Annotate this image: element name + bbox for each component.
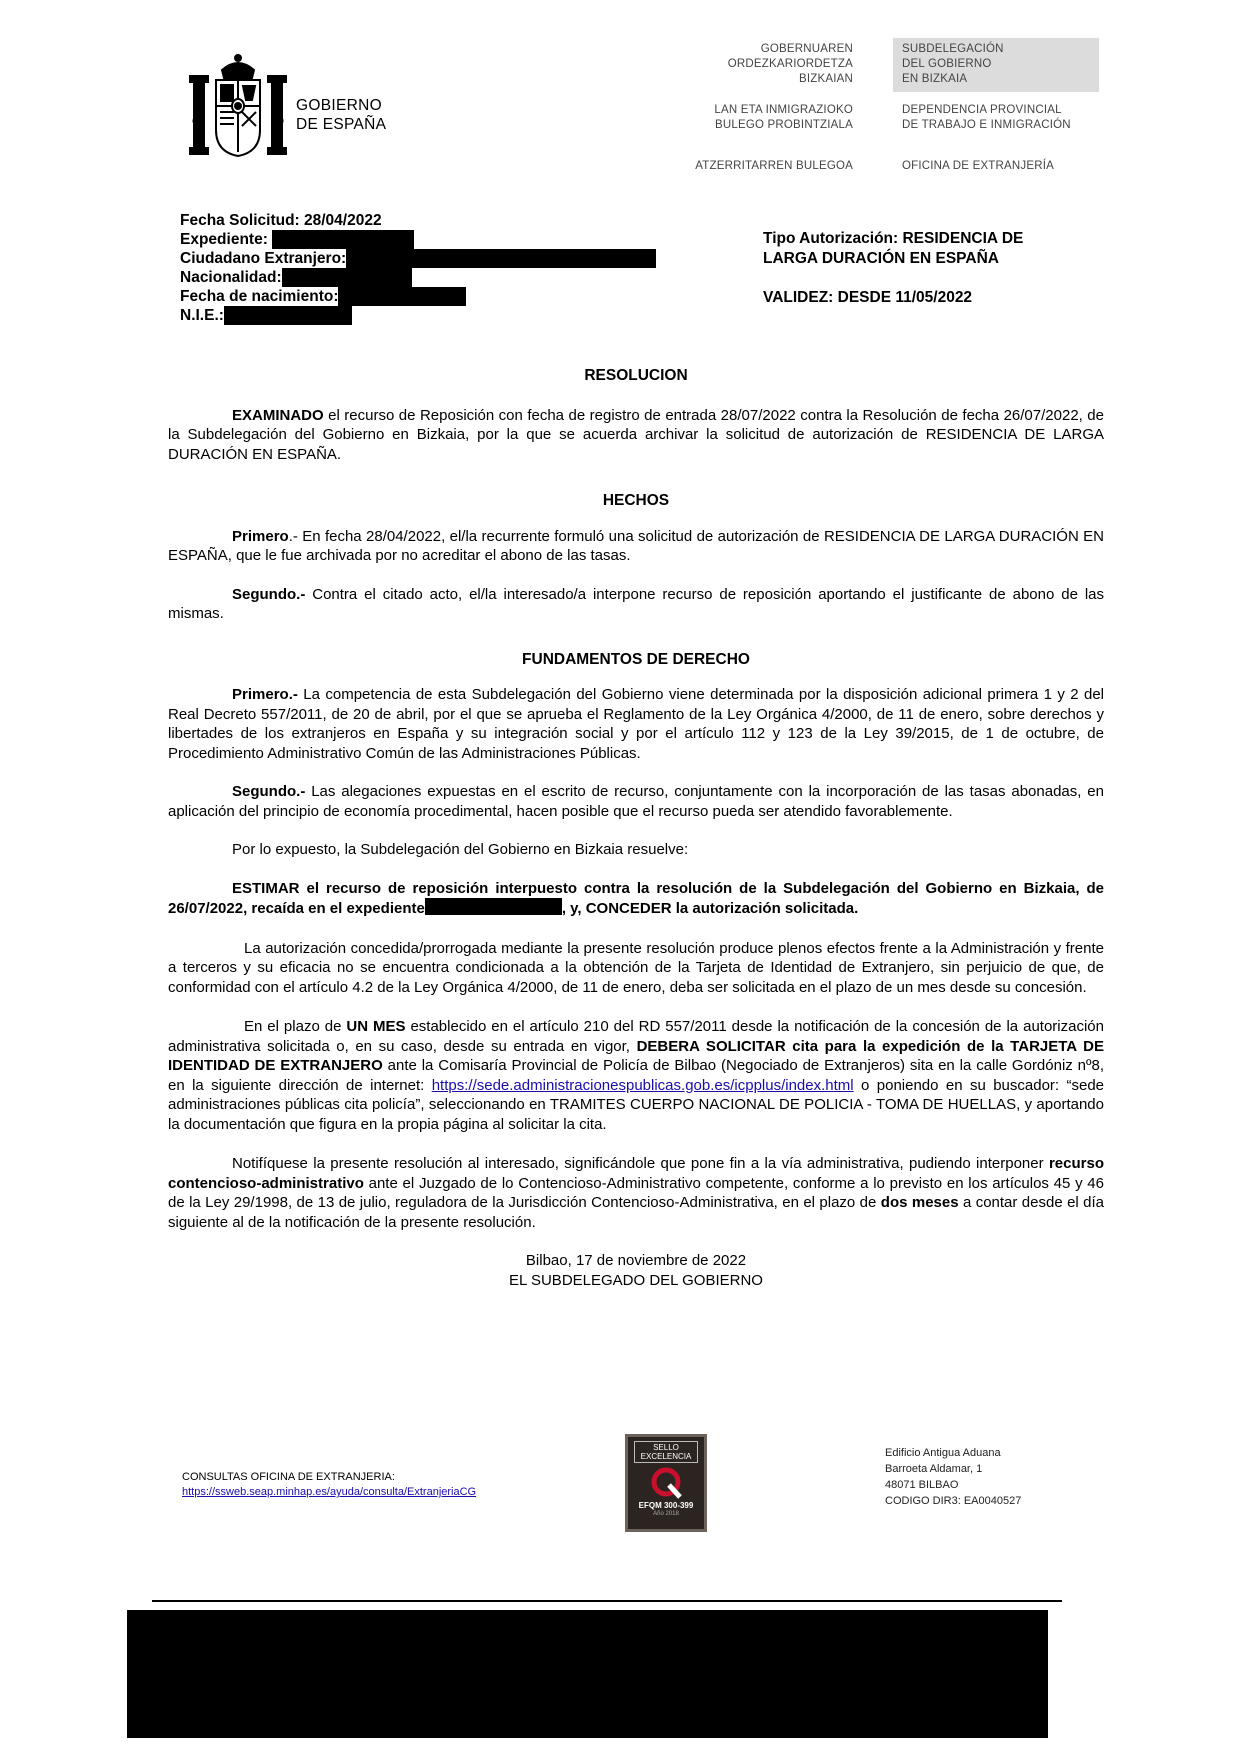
redaction-bar	[272, 230, 414, 249]
redaction-bar	[425, 898, 562, 915]
firmante: EL SUBDELEGADO DEL GOBIERNO	[509, 1271, 763, 1289]
dept-basque: LAN ETA INMIGRAZIOKO BULEGO PROBINTZIALA	[714, 104, 853, 131]
expediente-row: Expediente:	[180, 230, 656, 249]
fecha-firma: Bilbao, 17 de noviembre de 2022	[525, 1252, 747, 1269]
nacionalidad-row: Nacionalidad:	[180, 268, 656, 287]
solicitud-meta	[180, 211, 656, 325]
hechos-heading: HECHOS	[602, 492, 670, 509]
consultas-block	[182, 1470, 476, 1500]
office-basque: ATZERRITARREN BULEGOA	[695, 160, 853, 172]
fundamentos-primero: Primero.- La competencia de esta Subdelegación del Gobierno viene determinada por la disposición adicional primera 1 y 2 del Real Decreto 557/2011, de 20 de abril, por el que se aprueba el Reglamento de la Ley Orgánica 4/2000, de 11 de enero, sobre derechos y libertades de los extranjeros en España y su integración social y por el artículo 112 y 123 de la Ley 39/2015, de 1 de octubre, de Procedimiento Administrativo Común de las Administraciones Públicas.	[168, 686, 1104, 762]
fecha-solicitud: Fecha Solicitud: 28/04/2022	[180, 212, 382, 229]
efqm-q-icon	[649, 1465, 683, 1501]
resolution-body	[168, 366, 1104, 1290]
org-spanish: SUBDELEGACIÓN DEL GOBIERNO EN BIZKAIA	[902, 43, 1004, 85]
redaction-bar	[346, 249, 656, 268]
fundamentos-segundo: Segundo.- Las alegaciones expuestas en el escrito de recurso, conjuntamente con la incorporación de las tasas abonadas, en aplicación del principio de economía procedimental, hacen posible que el recurso pueda ser atendido favorablemente.	[168, 783, 1104, 820]
coat-of-arms-logo	[188, 52, 288, 162]
redaction-bar	[282, 268, 412, 287]
office-spanish: OFICINA DE EXTRANJERÍA	[902, 160, 1055, 172]
plazo-paragraph: En el plazo de UN MES establecido en el artículo 210 del RD 557/2011 desde la notificación de la concesión de la autorización administrativa solicitada o, en su caso, desde su entrada en vigor, DEBERA SOLICITAR cita para la expedición de la TARJETA DE IDENTIDAD DE EXTRANJERO ante la Comisaría Provincial de Policía de Bilbao (Negociado de Extranjeros) sita en la calle Gordóniz nº8, en la siguiente dirección de internet: https://sede.administracionespublicas.gob.es/icpplus/index.html o poniendo en su buscador: “sede administraciones públicas cita policía”, seleccionando en TRAMITES CUERPO NACIONAL DE POLICIA - TOMA DE HUELLAS, y aportando la documentación que figura en la propia página al solicitar la cita.	[168, 1018, 1105, 1133]
examinado-paragraph: EXAMINADO el recurso de Reposición con fecha de registro de entrada 28/07/2022 contra la Resolución de fecha 26/07/2022, de la Subdelegación del Gobierno en Bizkaia, por la que se acuerda archivar la solicitud de autorización de RESIDENCIA DE LARGA DURACIÓN EN ESPAÑA.	[168, 406, 1104, 463]
dept-spanish: DEPENDENCIA PROVINCIAL DE TRABAJO E INMIGRACIÓN	[902, 104, 1071, 131]
fecha-nacimiento-row: Fecha de nacimiento:	[180, 287, 656, 306]
resolucion-heading: RESOLUCION	[584, 367, 688, 384]
hechos-primero: Primero.- En fecha 28/04/2022, el/la recurrente formuló una solicitud de autorización de RESIDENCIA DE LARGA DURACIÓN EN ESPAÑA, que le fue archivada por no acreditar el abono de las tasas.	[168, 527, 1104, 564]
autorizacion-paragraph: La autorización concedida/prorrogada mediante la presente resolución produce plenos efectos frente a la Administración y frente a terceros y su eficacia no se encuentra condicionada a la obtención de la Tarjeta de Identidad de Extranjero, sin perjuicio de que, de conformidad con el artículo 4.2 de la Ley Orgánica 4/2000, de 11 de enero, deba ser solicitada en el plazo de un mes desde su concesión.	[168, 939, 1104, 996]
ciudadano-row: Ciudadano Extranjero:	[180, 249, 656, 268]
org-basque: GOBERNUAREN ORDEZKARIORDETZA BIZKAIAN	[727, 43, 853, 85]
validez: VALIDEZ: DESDE 11/05/2022	[763, 289, 973, 306]
office-address: Edificio Antigua Aduana Barroeta Aldamar, 1 48071 BILBAO CODIGO DIR3: EA0040527	[885, 1447, 1022, 1507]
estimar-paragraph: ESTIMAR el recurso de reposición interpuesto contra la resolución de la Subdelegación del Gobierno en Bizkaia, de 26/07/2022, recaída en el expediente , y, CONCEDER la autorización solicitada.	[168, 879, 1104, 917]
consultas-link[interactable]: https://ssweb.seap.minhap.es/ayuda/consulta/ExtranjeriaCG	[182, 1486, 477, 1498]
nie-row: N.I.E.:	[180, 306, 656, 325]
tipo-autorizacion: Tipo Autorización: RESIDENCIA DE LARGA DURACIÓN EN ESPAÑA	[763, 230, 1024, 267]
notificacion-paragraph: Notifíquese la presente resolución al interesado, significándole que pone fin a la vía administrativa, pudiendo interponer recurso contencioso-administrativo ante el Juzgado de lo Contencioso-Administrativo competente, conforme a lo previsto en los artículos 45 y 46 de la Ley 29/1998, de 13 de julio, reguladora de la Jurisdicción Contencioso-Administrativa, en el plazo de dos meses a contar desde el día siguiente al de la notificación de la presente resolución.	[168, 1155, 1105, 1231]
sede-link[interactable]: https://sede.administracionespublicas.gob.es/icpplus/index.html	[431, 1076, 854, 1094]
redaction-bar	[338, 287, 466, 306]
fundamentos-heading: FUNDAMENTOS DE DERECHO	[522, 650, 750, 668]
por-lo-expuesto: Por lo expuesto, la Subdelegación del Gobierno en Bizkaia resuelve:	[232, 841, 689, 858]
redaction-block	[127, 1610, 1048, 1738]
consultas-label: CONSULTAS OFICINA DE EXTRANJERIA:	[182, 1471, 395, 1483]
gobierno-de-espana-title: GOBIERNO DE ESPAÑA	[296, 97, 387, 133]
hechos-segundo: Segundo.- Contra el citado acto, el/la interesado/a interpone recurso de reposición aportando el justificante de abono de las mismas.	[168, 585, 1104, 622]
redaction-bar	[224, 306, 352, 325]
sello-excelencia-badge: SELLO EXCELENCIA EFQM 300-399 Año 2018	[625, 1434, 707, 1532]
footer-divider	[152, 1600, 1062, 1602]
firma-block	[168, 1251, 1104, 1290]
